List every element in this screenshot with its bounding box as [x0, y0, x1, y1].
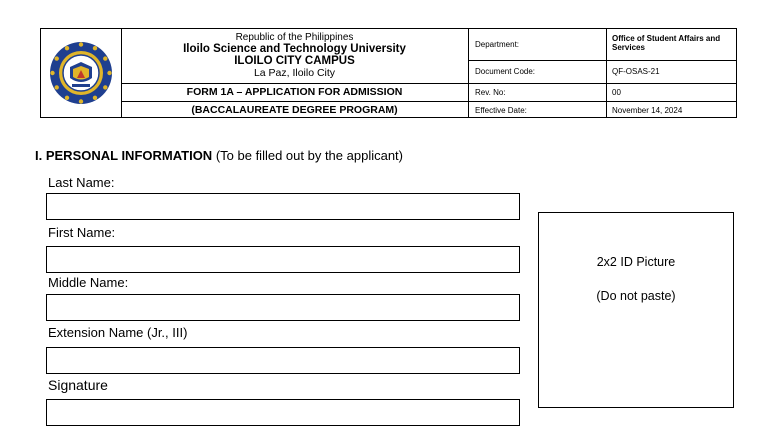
id-picture-label: 2x2 ID Picture	[596, 255, 676, 269]
last-name-label: Last Name:	[48, 175, 115, 190]
signature-input[interactable]	[46, 399, 520, 426]
university-logo	[41, 29, 121, 117]
meta-value-effective-date: November 14, 2024	[612, 106, 683, 115]
form-title-line1: FORM 1A – APPLICATION FOR ADMISSION	[186, 86, 403, 98]
form-title-line2: (BACCALAUREATE DEGREE PROGRAM)	[191, 104, 398, 116]
meta-label-effective-date: Effective Date:	[475, 106, 527, 115]
first-name-input[interactable]	[46, 246, 520, 273]
middle-name-input[interactable]	[46, 294, 520, 321]
university-name: Iloilo Science and Technology University	[183, 43, 406, 55]
meta-label-document-code: Document Code:	[475, 67, 536, 76]
signature-label: Signature	[48, 377, 108, 393]
meta-value-department: Office of Student Affairs and Services	[612, 34, 721, 52]
extension-name-label: Extension Name (Jr., III)	[48, 325, 188, 340]
section-heading	[35, 148, 403, 163]
meta-label-department: Department:	[475, 40, 520, 49]
section-title: I. PERSONAL INFORMATION	[35, 148, 213, 163]
meta-value-rev-no: 00	[612, 88, 621, 97]
meta-label-rev-no: Rev. No:	[475, 88, 506, 97]
meta-value-document-code: QF-OSAS-21	[612, 67, 660, 76]
id-picture-box[interactable]	[538, 212, 734, 408]
institution-block	[121, 32, 468, 79]
id-picture-note: (Do not paste)	[596, 289, 676, 303]
campus-location: La Paz, Iloilo City	[253, 67, 336, 79]
document-header	[40, 28, 737, 118]
republic-text: Republic of the Philippines	[235, 32, 354, 43]
campus-name: ILOILO CITY CAMPUS	[234, 55, 355, 67]
extension-name-input[interactable]	[46, 347, 520, 374]
first-name-label: First Name:	[48, 225, 116, 240]
last-name-input[interactable]	[46, 193, 520, 220]
university-seal-icon	[48, 40, 114, 106]
section-note: (To be filled out by the applicant)	[215, 148, 403, 163]
middle-name-label: Middle Name:	[48, 275, 129, 290]
